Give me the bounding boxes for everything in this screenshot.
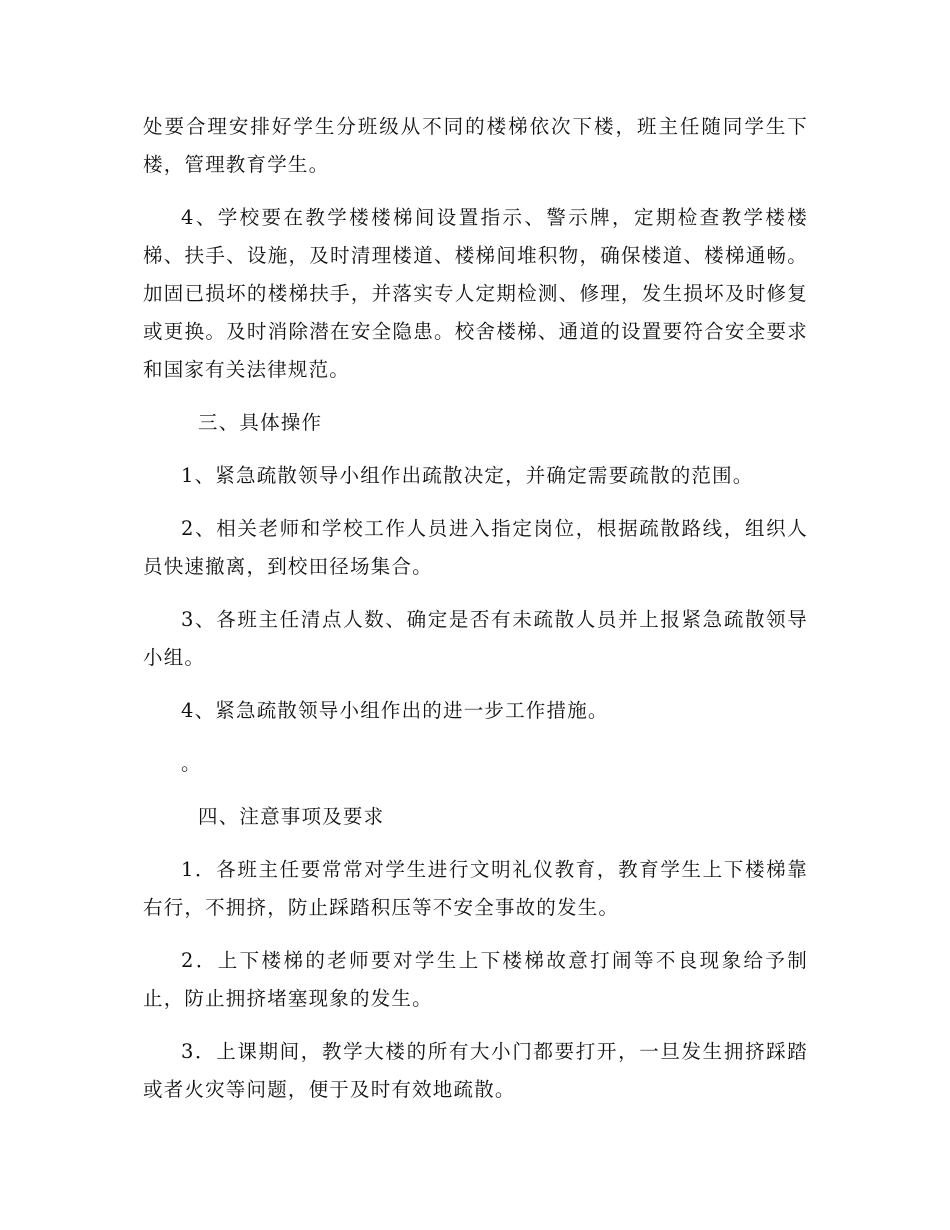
paragraph-step-2: 2、相关老师和学校工作人员进入指定岗位，根据疏散路线，组织人员快速撤离，到校田径场集合。	[143, 517, 808, 578]
paragraph-step-1: 1、紧急疏散领导小组作出疏散决定，并确定需要疏散的范围。	[181, 464, 754, 487]
section-heading-4: 四、注意事项及要求	[198, 805, 385, 828]
paragraph-note-2: 2．上下楼梯的老师要对学生上下楼梯故意打闹等不良现象给予制止，防止拥挤堵塞现象的发生。	[143, 949, 808, 1010]
paragraph-note-3: 3．上课期间，教学大楼的所有大小门都要打开，一旦发生拥挤踩踏或者火灾等问题，便于及时有效地疏散。	[143, 1040, 808, 1101]
paragraph-step-3: 3、各班主任清点人数、确定是否有未疏散人员并上报紧急疏散领导小组。	[143, 608, 808, 669]
paragraph-period: 。	[181, 752, 202, 775]
paragraph-continuation: 处要合理安排好学生分班级从不同的楼梯依次下楼，班主任随同学生下楼，管理教育学生。	[143, 115, 808, 176]
paragraph-item-4-stairs: 4、学校要在教学楼楼梯间设置指示、警示牌，定期检查教学楼楼梯、扶手、设施，及时清理楼道、楼梯间堆积物，确保楼道、楼梯通畅。加固已损坏的楼梯扶手，并落实专人定期检测、修理，发生损坏及时修复或更换。及时消除潜在安全隐患。校舍楼梯、通道的设置要符合安全要求和国家有关法律规范。	[143, 206, 808, 381]
paragraph-note-1: 1．各班主任要常常对学生进行文明礼仪教育，教育学生上下楼梯靠右行，不拥挤，防止踩踏积压等不安全事故的发生。	[143, 858, 808, 919]
section-heading-3: 三、具体操作	[198, 411, 323, 434]
document-body	[143, 108, 808, 1124]
paragraph-step-4: 4、紧急疏散领导小组作出的进一步工作措施。	[181, 699, 609, 722]
